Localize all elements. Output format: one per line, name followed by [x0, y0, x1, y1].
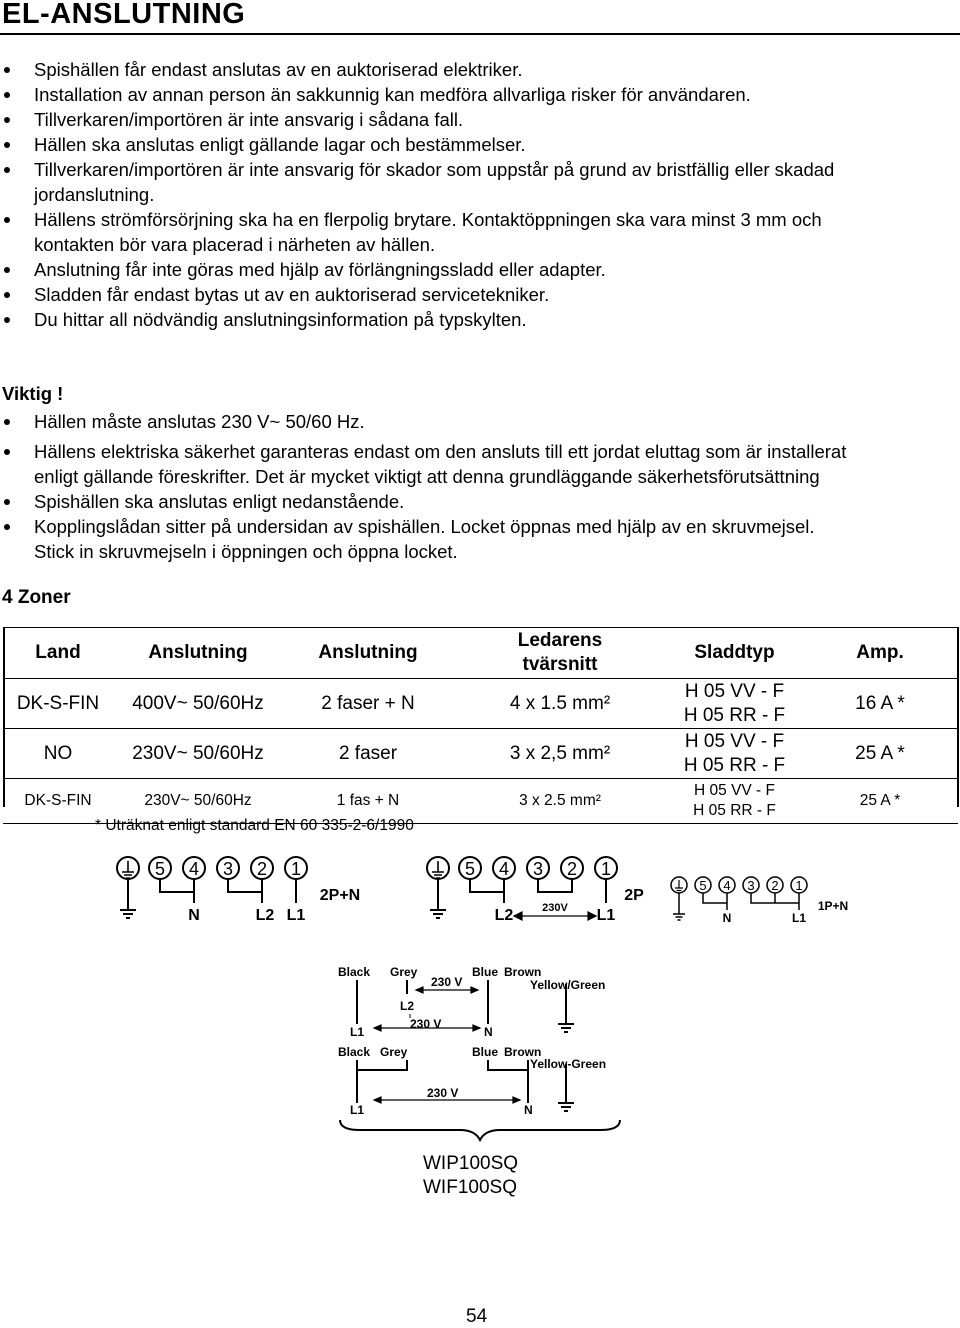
neutral-label: N [722, 911, 732, 925]
connection-type-label: 1P+N [817, 899, 849, 913]
list-item: Du hittar all nödvändig anslutningsinformation på typskylten. [0, 307, 958, 332]
cable-color-diagram [330, 958, 640, 1143]
wiring-diagram-2p-n [108, 848, 378, 928]
list-item: Hällen måste anslutas 230 V~ 50/60 Hz. [0, 409, 958, 434]
voltage-label: 230V [542, 902, 568, 914]
phase-label: L2 [494, 907, 514, 924]
terminal-number: 2 [566, 859, 578, 879]
terminal-number: 5 [154, 859, 166, 879]
table-cell: H 05 VV - F H 05 RR - F [667, 729, 802, 779]
bullet-icon [4, 449, 10, 455]
list-item: Spishällen får endast anslutas av en auktoriserad elektriker. [0, 57, 958, 82]
table-right-edge [957, 627, 959, 807]
important-list [0, 409, 958, 564]
terminal-number: 4 [723, 878, 731, 893]
neutral-label: N [188, 907, 200, 924]
phase-label: L1 [350, 1103, 365, 1117]
terminal-number: 3 [532, 859, 544, 879]
connection-rules-list [0, 57, 958, 332]
list-item: Spishällen ska anslutas enligt nedanstående. [0, 489, 958, 514]
table-header-row [3, 628, 958, 679]
terminal-number: 2 [256, 859, 268, 879]
phase-label: L1 [350, 1025, 365, 1039]
model-name: WIF100SQ [423, 1177, 517, 1198]
list-item: Tillverkaren/importören är inte ansvarig för skador som uppstår på grund av bristfällig eller skadad jordanslutning. [0, 157, 958, 207]
table-cell: 3 x 2.5 mm² [453, 779, 667, 824]
wire-color-label: Brown [504, 1045, 542, 1059]
terminal-number: 1 [600, 859, 612, 879]
wire-color-label: Black [338, 965, 371, 979]
voltage-label: 230 V [431, 975, 463, 989]
wire-color-label: Grey [380, 1045, 408, 1059]
terminal-number: 1 [795, 878, 803, 893]
wiring-diagram-2p [418, 848, 663, 928]
bullet-icon [4, 499, 10, 505]
connection-table [3, 627, 958, 824]
wiring-diagram-1p-n [665, 870, 865, 930]
table-cell: 1 fas + N [283, 779, 453, 824]
table-cell: DK-S-FIN [3, 779, 113, 824]
bullet-icon [4, 524, 10, 530]
terminal-number: 5 [464, 859, 476, 879]
terminal-number: 2 [771, 878, 779, 893]
bullet-icon [4, 92, 10, 98]
bullet-icon [4, 217, 10, 223]
phase-label: L1 [791, 911, 807, 925]
table-cell: H 05 VV - F H 05 RR - F [667, 679, 802, 729]
column-header: Anslutning [283, 628, 453, 679]
bullet-icon [4, 167, 10, 173]
bullet-icon [4, 267, 10, 273]
wire-color-label: Grey [390, 965, 418, 979]
list-item: Hällens strömförsörjning ska ha en flerpolig brytare. Kontaktöppningen ska vara minst 3 mm och kontakten bör vara placerad i närheten av hällen. [0, 207, 958, 257]
table-cell: 230V~ 50/60Hz [113, 729, 283, 779]
table-cell: 2 faser [283, 729, 453, 779]
bullet-icon [4, 117, 10, 123]
table-cell: 25 A * [802, 779, 958, 824]
column-header: Anslutning [113, 628, 283, 679]
model-name: WIP100SQ [423, 1153, 519, 1174]
list-item: Hällen ska anslutas enligt gällande lagar och bestämmelser. [0, 132, 958, 157]
wire-color-label: Yellow/Green [530, 978, 606, 992]
wire-color-label: Yellow-Green [530, 1057, 607, 1071]
neutral-label: N [524, 1103, 533, 1117]
terminal-number: 3 [747, 878, 755, 893]
bullet-icon [4, 317, 10, 323]
table-left-edge [3, 627, 5, 807]
table-cell: 2 faser + N [283, 679, 453, 729]
bullet-icon [4, 292, 10, 298]
terminal-number: 3 [222, 859, 234, 879]
table-cell: 4 x 1.5 mm² [453, 679, 667, 729]
table-cell: NO [3, 729, 113, 779]
connection-type-label: 2P+N [319, 887, 361, 904]
column-header: Ledarens tvärsnitt [453, 628, 667, 679]
wire-color-label: Black [338, 1045, 371, 1059]
neutral-label: N [484, 1025, 493, 1039]
phase-label: L1 [596, 907, 616, 924]
page-title: EL-ANSLUTNING [2, 0, 246, 30]
wire-color-label: Brown [504, 965, 542, 979]
table-cell: 400V~ 50/60Hz [113, 679, 283, 729]
wire-color-label: Blue [472, 965, 499, 979]
connection-type-label: 2P [624, 887, 644, 904]
list-item: Kopplingslådan sitter på undersidan av spishällen. Locket öppnas med hjälp av en skruvmejsel. Stick in skruvmejseln i öppningen och öppna locket. [0, 514, 958, 564]
column-header: Amp. [802, 628, 958, 679]
list-item: Sladden får endast bytas ut av en auktoriserad servicetekniker. [0, 282, 958, 307]
table-row [3, 729, 958, 779]
voltage-label: 230 V [410, 1017, 442, 1031]
table-cell: H 05 VV - F H 05 RR - F [667, 779, 802, 824]
table-cell: DK-S-FIN [3, 679, 113, 729]
phase-label: L1 [286, 907, 306, 924]
table-cell: 230V~ 50/60Hz [113, 779, 283, 824]
voltage-label: 230 V [427, 1086, 459, 1100]
list-item: Anslutning får inte göras med hjälp av förlängningssladd eller adapter. [0, 257, 958, 282]
terminal-number: 4 [188, 859, 200, 879]
bullet-icon [4, 142, 10, 148]
table-row [3, 679, 958, 729]
bullet-icon [4, 67, 10, 73]
zones-heading: 4 Zoner [2, 587, 71, 608]
important-heading: Viktig ! [2, 383, 64, 404]
list-item: Installation av annan person än sakkunnig kan medföra allvarliga risker för användaren. [0, 82, 958, 107]
column-header: Land [3, 628, 113, 679]
model-names [423, 1152, 518, 1200]
phase-label: L2 [255, 907, 275, 924]
column-header: Sladdtyp [667, 628, 802, 679]
page-number: 54 [466, 1306, 488, 1327]
wire-color-label: Blue [472, 1045, 499, 1059]
table-cell: 3 x 2,5 mm² [453, 729, 667, 779]
table-footnote: * Uträknat enligt standard EN 60 335-2-6/1990 [95, 817, 414, 834]
list-item: Hällens elektriska säkerhet garanteras endast om den ansluts till ett jordat eluttag som är installerat enligt gällande föreskrifter. Det är mycket viktigt att denna grundläggande säkerhetsförutsättning [0, 439, 958, 489]
title-underline [0, 33, 960, 35]
terminal-number: 1 [290, 859, 302, 879]
bullet-icon [4, 419, 10, 425]
phase-label: L2 [400, 999, 415, 1013]
terminal-number: 5 [699, 878, 707, 893]
list-item: Tillverkaren/importören är inte ansvarig i sådana fall. [0, 107, 958, 132]
terminal-number: 4 [498, 859, 510, 879]
table-cell: 16 A * [802, 679, 958, 729]
table-cell: 25 A * [802, 729, 958, 779]
